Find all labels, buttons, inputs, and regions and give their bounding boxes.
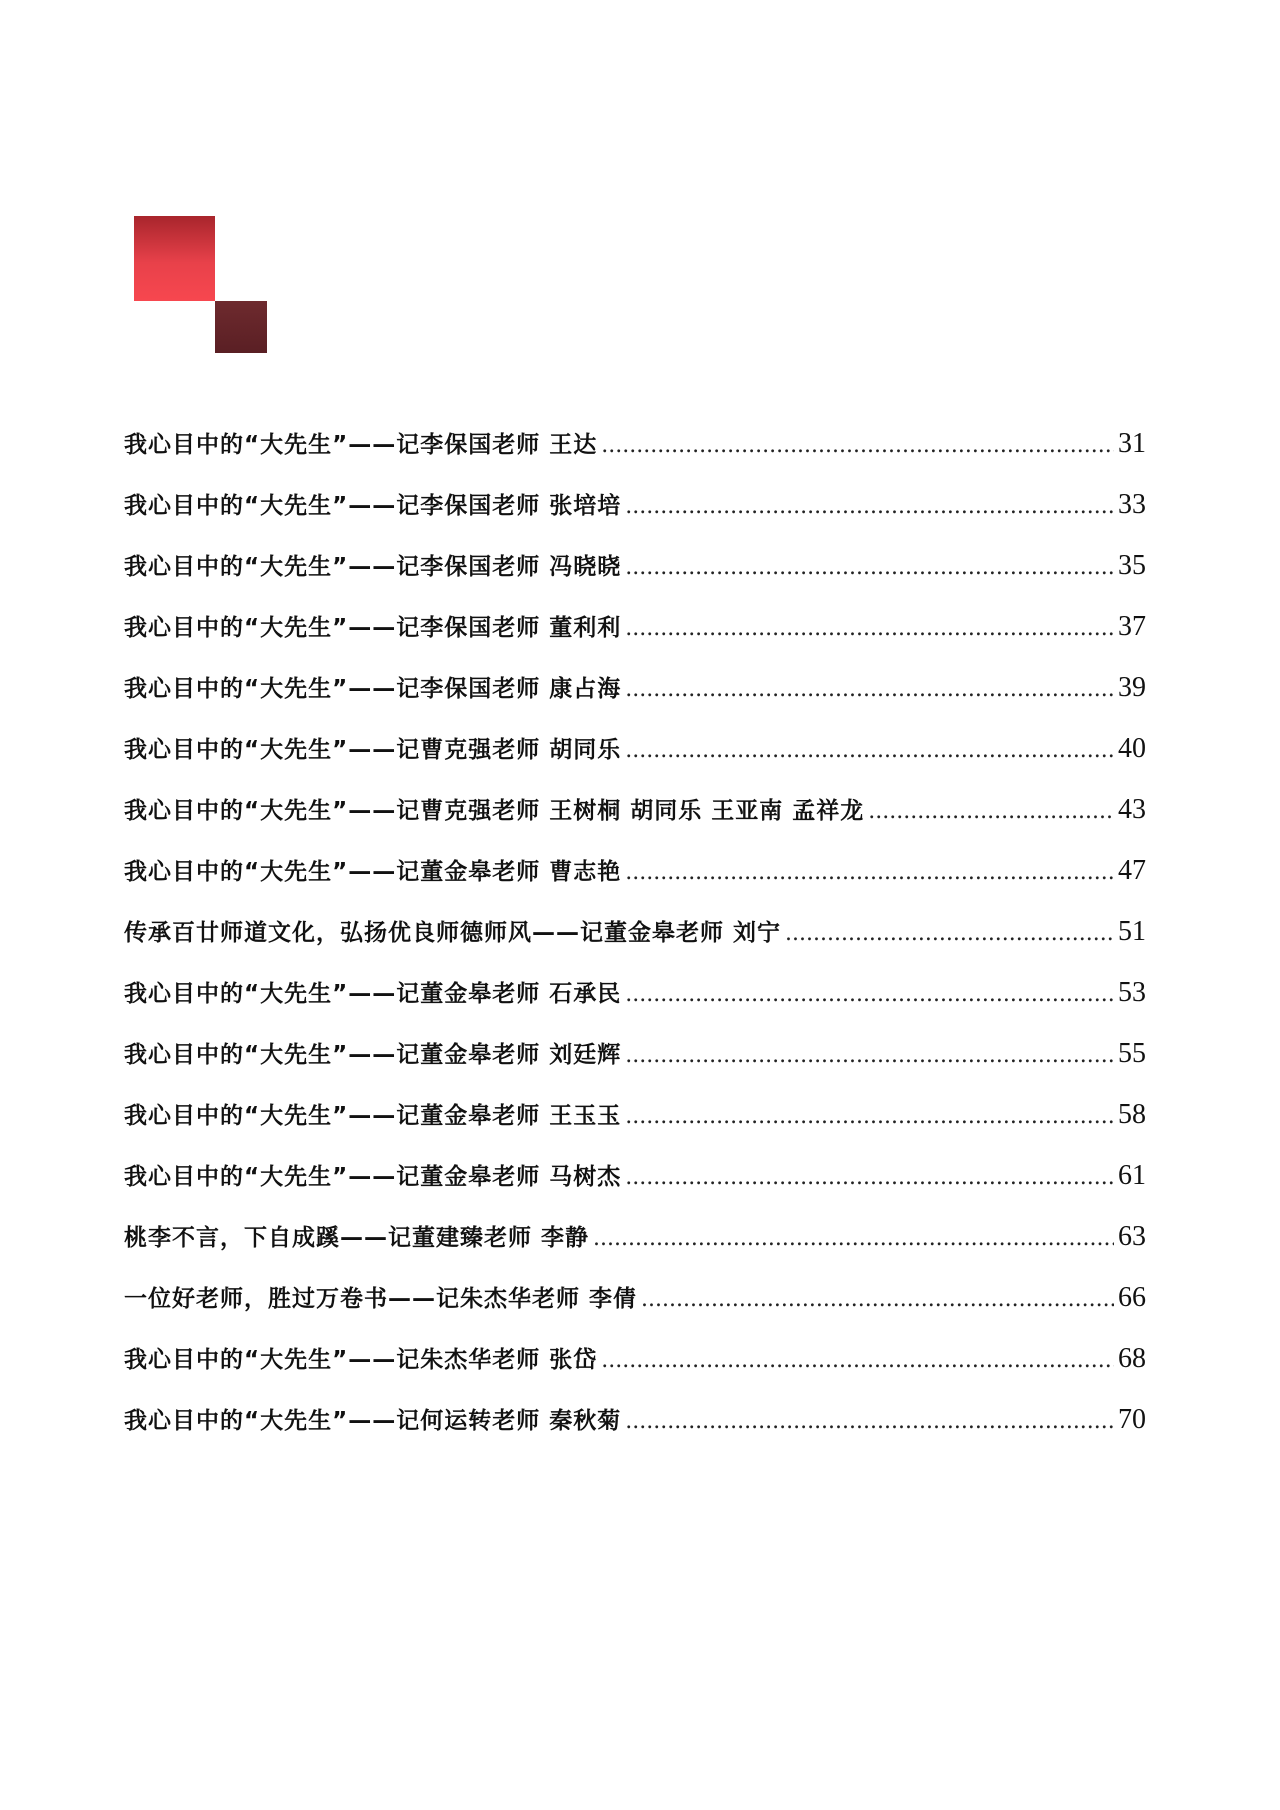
toc-entry-title: 我心目中的“大先生”——记董金皋老师 马树杰 (124, 1164, 622, 1190)
toc-page-number: 58 (1118, 1099, 1146, 1130)
toc-entry-title: 我心目中的“大先生”——记朱杰华老师 张岱 (124, 1347, 598, 1373)
toc-page-number: 70 (1118, 1404, 1146, 1435)
toc-entry[interactable] (124, 1158, 1146, 1219)
toc-page-number: 51 (1118, 916, 1146, 947)
toc-dot-leader (601, 433, 1114, 458)
toc-entry-title: 我心目中的“大先生”——记何运转老师 秦秋菊 (124, 1408, 622, 1434)
toc-page-number: 31 (1118, 428, 1146, 459)
toc-page-number: 53 (1118, 977, 1146, 1008)
toc-dot-leader (641, 1287, 1114, 1312)
toc-page-number: 43 (1118, 794, 1146, 825)
toc-dot-leader (625, 677, 1114, 702)
toc-entry[interactable] (124, 548, 1146, 609)
toc-entry[interactable] (124, 853, 1146, 914)
toc-dot-leader (601, 1348, 1114, 1373)
toc-entry-title: 我心目中的“大先生”——记董金皋老师 石承民 (124, 981, 622, 1007)
toc-dot-leader (625, 1165, 1114, 1190)
toc-entry-title: 我心目中的“大先生”——记李保国老师 王达 (124, 432, 598, 458)
toc-page-number: 63 (1118, 1221, 1146, 1252)
toc-dot-leader (868, 799, 1114, 824)
toc-entry[interactable] (124, 975, 1146, 1036)
toc-entry-title: 我心目中的“大先生”——记董金皋老师 王玉玉 (124, 1103, 622, 1129)
toc-entry-title: 一位好老师，胜过万卷书——记朱杰华老师 李倩 (124, 1286, 638, 1312)
decorative-square-large (134, 216, 215, 301)
toc-entry-title: 我心目中的“大先生”——记曹克强老师 胡同乐 (124, 737, 622, 763)
toc-dot-leader (625, 555, 1114, 580)
toc-dot-leader (625, 616, 1114, 641)
toc-dot-leader (625, 982, 1114, 1007)
toc-dot-leader (625, 1409, 1114, 1434)
toc-entry-title: 我心目中的“大先生”——记李保国老师 董利利 (124, 615, 622, 641)
toc-page-number: 47 (1118, 855, 1146, 886)
toc-dot-leader (625, 494, 1114, 519)
decorative-square-small (215, 301, 267, 353)
toc-dot-leader (625, 860, 1114, 885)
toc-page-number: 61 (1118, 1160, 1146, 1191)
toc-entry-title: 我心目中的“大先生”——记曹克强老师 王树桐 胡同乐 王亚南 孟祥龙 (124, 798, 865, 824)
toc-page-number: 33 (1118, 489, 1146, 520)
toc-entry-title: 我心目中的“大先生”——记董金皋老师 曹志艳 (124, 859, 622, 885)
toc-page-number: 40 (1118, 733, 1146, 764)
toc-entry[interactable] (124, 609, 1146, 670)
toc-page-number: 37 (1118, 611, 1146, 642)
toc-entry[interactable] (124, 914, 1146, 975)
toc-page-number: 55 (1118, 1038, 1146, 1069)
toc-page-number: 39 (1118, 672, 1146, 703)
toc-entry[interactable] (124, 1341, 1146, 1402)
toc-entry[interactable] (124, 1402, 1146, 1463)
toc-entry[interactable] (124, 670, 1146, 731)
toc-entry[interactable] (124, 426, 1146, 487)
toc-entry[interactable] (124, 1036, 1146, 1097)
toc-dot-leader (625, 738, 1114, 763)
toc-page-number: 66 (1118, 1282, 1146, 1313)
toc-entry[interactable] (124, 487, 1146, 548)
toc-dot-leader (593, 1226, 1114, 1251)
toc-page-number: 68 (1118, 1343, 1146, 1374)
toc-entry-title: 桃李不言，下自成蹊——记董建臻老师 李静 (124, 1225, 590, 1251)
toc-dot-leader (625, 1104, 1114, 1129)
toc-entry-title: 传承百廿师道文化，弘扬优良师德师风——记董金皋老师 刘宁 (124, 920, 782, 946)
toc-entry-title: 我心目中的“大先生”——记李保国老师 康占海 (124, 676, 622, 702)
toc-page-number: 35 (1118, 550, 1146, 581)
toc-entry-title: 我心目中的“大先生”——记李保国老师 张培培 (124, 493, 622, 519)
toc-dot-leader (785, 921, 1114, 946)
table-of-contents (124, 426, 1146, 1463)
toc-entry[interactable] (124, 1219, 1146, 1280)
toc-entry-title: 我心目中的“大先生”——记李保国老师 冯晓晓 (124, 554, 622, 580)
toc-entry[interactable] (124, 1097, 1146, 1158)
toc-dot-leader (625, 1043, 1114, 1068)
toc-entry-title: 我心目中的“大先生”——记董金皋老师 刘廷辉 (124, 1042, 622, 1068)
toc-entry[interactable] (124, 1280, 1146, 1341)
toc-entry[interactable] (124, 792, 1146, 853)
toc-entry[interactable] (124, 731, 1146, 792)
